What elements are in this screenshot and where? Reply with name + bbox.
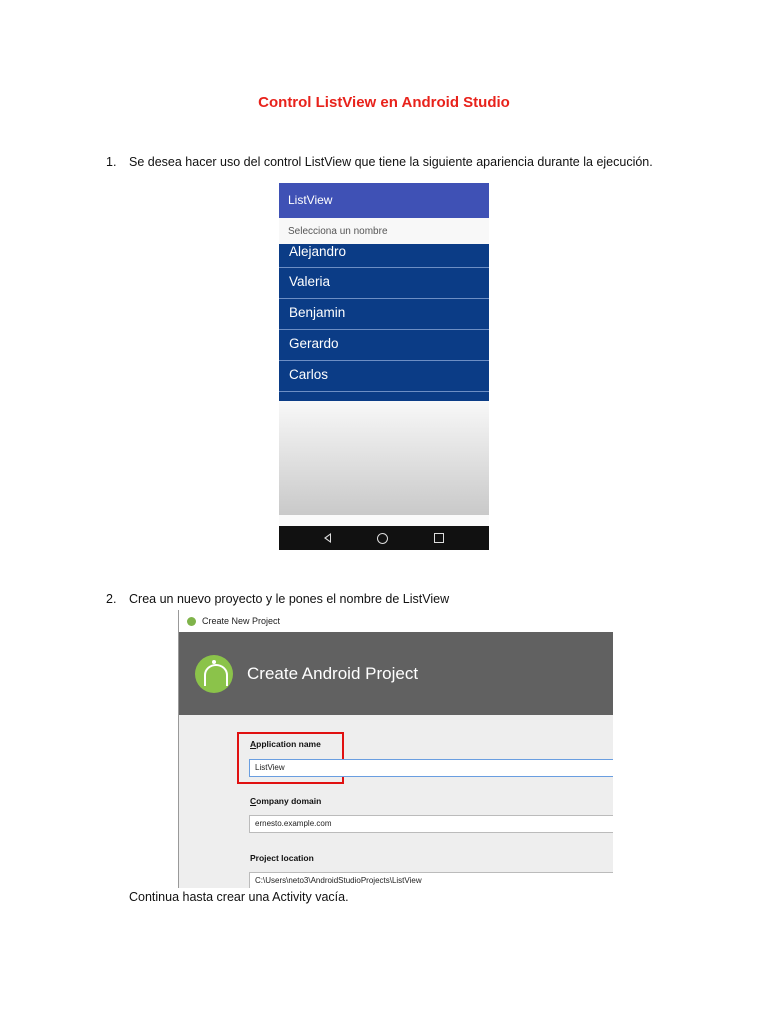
step-1 (106, 155, 653, 169)
phone-app-bar: ListView (279, 183, 489, 218)
dialog-window-title: Create New Project (202, 616, 281, 626)
document-title: Control ListView en Android Studio (258, 94, 510, 111)
list-item[interactable]: Alejandro (279, 244, 489, 268)
application-name-label: Application name (250, 739, 321, 749)
step-2-number: 2. (106, 592, 117, 606)
list-item[interactable]: Carlos (279, 361, 489, 392)
phone-nav-bar (279, 526, 489, 550)
android-studio-logo-icon (195, 655, 233, 693)
step-2-text: Crea un nuevo proyecto y le pones el nombre de ListView (129, 592, 450, 606)
list-item[interactable]: Gerardo (279, 330, 489, 361)
home-icon[interactable] (377, 533, 388, 544)
create-project-dialog (178, 610, 613, 888)
dialog-header (179, 632, 613, 715)
recents-icon[interactable] (434, 533, 444, 543)
step-1-number: 1. (106, 155, 117, 169)
step-2 (106, 592, 449, 606)
dialog-header-title: Create Android Project (247, 663, 419, 683)
phone-screenshot (279, 183, 489, 550)
application-name-input[interactable]: ListView (249, 759, 613, 777)
android-studio-icon (187, 617, 196, 626)
dialog-title-bar (179, 610, 613, 632)
phone-listview (279, 244, 489, 392)
company-domain-input[interactable]: ernesto.example.com (249, 815, 613, 833)
list-tail (279, 392, 489, 401)
back-icon[interactable] (324, 533, 331, 543)
step-1-text: Se desea hacer uso del control ListView que tiene la siguiente apariencia durante la ejecución. (129, 155, 653, 169)
project-location-label: Project location (250, 853, 314, 863)
continue-note: Continua hasta crear una Activity vacía. (129, 890, 349, 904)
company-domain-label: Company domain (250, 796, 322, 806)
project-location-input[interactable]: C:\Users\neto3\AndroidStudioProjects\ListView (249, 872, 613, 888)
phone-empty-area (279, 401, 489, 515)
list-item[interactable]: Benjamin (279, 299, 489, 330)
list-item[interactable]: Valeria (279, 268, 489, 299)
phone-hint-text: Selecciona un nombre (279, 218, 489, 244)
